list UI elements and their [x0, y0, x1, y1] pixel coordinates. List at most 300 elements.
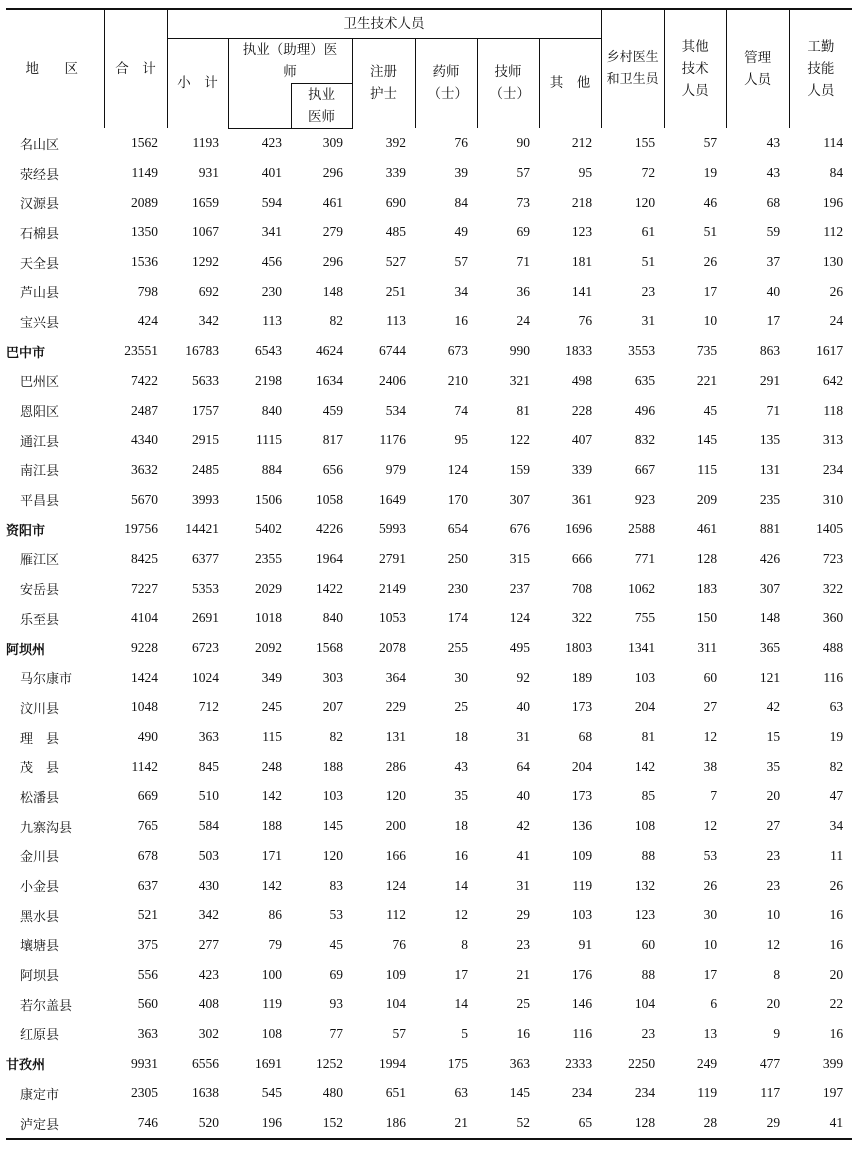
cell-value: 6377 — [192, 550, 219, 566]
table-row — [6, 989, 852, 1019]
cell-value: 2485 — [192, 461, 219, 477]
table-row-city — [6, 514, 852, 544]
cell-value: 131 — [759, 461, 781, 477]
cell-value: 23 — [516, 936, 530, 952]
cell-value: 100 — [261, 966, 282, 982]
cell-value: 4624 — [316, 343, 343, 359]
region-name: 九寨沟县 — [20, 820, 73, 836]
cell-value: 40 — [766, 283, 781, 299]
table-row — [6, 604, 852, 634]
cell-value: 5402 — [255, 521, 282, 537]
cell-value: 112 — [823, 224, 844, 240]
cell-value: 43 — [766, 165, 781, 181]
cell-value: 2078 — [379, 640, 406, 656]
cell-value: 19 — [703, 165, 718, 181]
table-row — [6, 930, 852, 960]
cell-value: 95 — [578, 165, 593, 181]
region-name: 巴州区 — [20, 375, 60, 391]
region-name: 巴中市 — [6, 345, 46, 361]
cell-value: 735 — [696, 343, 718, 359]
cell-value: 3993 — [192, 491, 219, 507]
cell-value: 230 — [261, 283, 282, 299]
cell-value: 249 — [696, 1055, 718, 1071]
region-name: 壤塘县 — [20, 939, 60, 955]
cell-value: 5633 — [192, 372, 219, 388]
cell-value: 7422 — [131, 372, 158, 388]
cell-value: 53 — [329, 907, 343, 923]
cell-value: 2250 — [628, 1055, 656, 1071]
cell-value: 5670 — [131, 491, 158, 507]
cell-value: 42 — [516, 818, 530, 834]
cell-value: 363 — [137, 1025, 158, 1041]
cell-value: 30 — [454, 669, 468, 685]
region-name: 安岳县 — [20, 583, 60, 599]
cell-value: 5353 — [192, 580, 219, 596]
cell-value: 6556 — [192, 1055, 219, 1071]
cell-value: 863 — [759, 343, 781, 359]
cell-value: 520 — [167, 1108, 228, 1139]
region-name: 雁江区 — [20, 553, 60, 569]
table-row-city — [6, 336, 852, 366]
cell-value: 120 — [322, 847, 343, 863]
cell-value: 38 — [703, 758, 718, 774]
cell-value: 12 — [703, 729, 718, 745]
cell-value: 488 — [822, 640, 844, 656]
cell-value: 723 — [822, 550, 844, 566]
cell-value: 480 — [322, 1085, 343, 1101]
cell-value: 57 — [454, 254, 468, 270]
cell-value: 109 — [385, 966, 406, 982]
cell-value: 116 — [823, 669, 844, 685]
cell-value: 60 — [703, 669, 718, 685]
cell-value: 69 — [329, 966, 343, 982]
cell-value: 8 — [773, 966, 781, 982]
cell-value: 150 — [696, 610, 718, 626]
cell-value: 188 — [261, 818, 282, 834]
cell-value: 76 — [578, 313, 593, 329]
cell-value: 90 — [516, 135, 530, 151]
cell-value: 29 — [516, 907, 530, 923]
cell-value: 2791 — [379, 550, 406, 566]
region-name: 平昌县 — [20, 494, 60, 510]
cell-value: 221 — [696, 372, 718, 388]
cell-value: 248 — [261, 758, 282, 774]
cell-value: 91 — [578, 936, 593, 952]
cell-value: 114 — [823, 135, 844, 151]
cell-value: 12 — [454, 907, 468, 923]
cell-value: 392 — [385, 135, 406, 151]
cell-value: 35 — [454, 788, 468, 804]
cell-value: 20 — [766, 996, 781, 1012]
cell-value: 120 — [634, 194, 656, 210]
cell-value: 1053 — [379, 610, 406, 626]
table-row — [6, 574, 852, 604]
cell-value: 116 — [572, 1025, 593, 1041]
cell-value: 63 — [454, 1085, 468, 1101]
table-body — [6, 128, 852, 1139]
cell-value: 170 — [447, 491, 468, 507]
cell-value: 302 — [198, 1025, 219, 1041]
region-name: 小金县 — [20, 880, 60, 896]
header-worker: 工勤技能人员 — [789, 9, 852, 128]
cell-value: 16783 — [185, 343, 219, 359]
cell-value: 120 — [385, 788, 406, 804]
cell-value: 1193 — [192, 135, 219, 151]
region-name: 康定市 — [20, 1087, 60, 1103]
cell-value: 124 — [385, 877, 406, 893]
cell-value: 9931 — [131, 1055, 158, 1071]
cell-value: 148 — [322, 283, 343, 299]
cell-value: 277 — [198, 936, 219, 952]
header-practicing: 执业医师 — [291, 83, 352, 128]
health-personnel-table — [6, 8, 852, 1140]
cell-value: 490 — [137, 729, 158, 745]
cell-value: 135 — [759, 432, 781, 448]
cell-value: 2029 — [255, 580, 282, 596]
cell-value: 26 — [703, 877, 718, 893]
cell-value: 798 — [137, 283, 158, 299]
cell-value: 6744 — [379, 343, 406, 359]
cell-value: 527 — [385, 254, 406, 270]
cell-value: 990 — [509, 343, 530, 359]
header-pharmacist: 药师（士） — [415, 38, 477, 128]
cell-value: 339 — [571, 461, 593, 477]
region-name: 阿坝州 — [6, 642, 46, 658]
cell-value: 16 — [829, 1025, 844, 1041]
cell-value: 31 — [641, 313, 656, 329]
cell-value: 10 — [703, 313, 718, 329]
cell-value: 103 — [322, 788, 343, 804]
table-row — [6, 218, 852, 248]
cell-value: 1691 — [255, 1055, 282, 1071]
cell-value: 594 — [261, 194, 282, 210]
cell-value: 186 — [352, 1108, 415, 1139]
cell-value: 142 — [261, 877, 282, 893]
table-row — [6, 1019, 852, 1049]
cell-value: 26 — [829, 283, 844, 299]
table-row — [6, 841, 852, 871]
cell-value: 37 — [766, 254, 781, 270]
region-name: 松潘县 — [20, 790, 60, 806]
cell-value: 124 — [447, 461, 468, 477]
cell-value: 521 — [137, 907, 158, 923]
cell-value: 104 — [634, 996, 656, 1012]
cell-value: 95 — [454, 432, 468, 448]
cell-value: 4340 — [131, 432, 158, 448]
cell-value: 845 — [198, 758, 219, 774]
cell-value: 25 — [516, 996, 530, 1012]
table-row — [6, 396, 852, 426]
region-name: 泸定县 — [6, 1108, 104, 1139]
cell-value: 36 — [516, 283, 530, 299]
region-name: 芦山县 — [20, 286, 60, 302]
cell-value: 1058 — [316, 491, 343, 507]
region-name: 红原县 — [20, 1028, 60, 1044]
cell-value: 495 — [509, 640, 530, 656]
cell-value: 339 — [385, 165, 406, 181]
cell-value: 209 — [696, 491, 718, 507]
cell-value: 2915 — [192, 432, 219, 448]
cell-value: 311 — [697, 640, 718, 656]
cell-value: 1833 — [565, 343, 593, 359]
cell-value: 1659 — [192, 194, 219, 210]
cell-value: 124 — [509, 610, 530, 626]
cell-value: 456 — [261, 254, 282, 270]
table-row-city — [6, 633, 852, 663]
cell-value: 1562 — [131, 135, 158, 151]
cell-value: 1292 — [192, 254, 219, 270]
cell-value: 560 — [137, 996, 158, 1012]
cell-value: 60 — [641, 936, 656, 952]
cell-value: 746 — [104, 1108, 167, 1139]
cell-value: 2355 — [255, 550, 282, 566]
cell-value: 10 — [766, 907, 781, 923]
cell-value: 23 — [641, 1025, 656, 1041]
cell-value: 401 — [261, 165, 282, 181]
table-row — [6, 307, 852, 337]
cell-value: 46 — [703, 194, 718, 210]
cell-value: 1634 — [316, 372, 343, 388]
cell-value: 188 — [322, 758, 343, 774]
cell-value: 635 — [634, 372, 656, 388]
cell-value: 840 — [322, 610, 343, 626]
cell-value: 1062 — [628, 580, 656, 596]
table-row — [6, 960, 852, 990]
cell-value: 142 — [634, 758, 656, 774]
header-health-tech-group: 卫生技术人员 — [167, 9, 601, 38]
cell-value: 88 — [641, 966, 656, 982]
table-row — [6, 663, 852, 693]
cell-value: 115 — [697, 461, 718, 477]
cell-value: 291 — [759, 372, 781, 388]
cell-value: 45 — [703, 402, 718, 418]
cell-value: 76 — [454, 135, 468, 151]
cell-value: 656 — [322, 461, 343, 477]
cell-value: 2691 — [192, 610, 219, 626]
cell-value: 45 — [329, 936, 343, 952]
table-row — [6, 188, 852, 218]
cell-value: 817 — [322, 432, 343, 448]
header-subtotal: 小 计 — [167, 38, 228, 128]
cell-value: 2089 — [131, 194, 158, 210]
region-name: 茂 县 — [20, 761, 60, 777]
table-row — [6, 247, 852, 277]
cell-value: 121 — [759, 669, 781, 685]
region-name: 马尔康市 — [20, 672, 73, 688]
cell-value: 2333 — [565, 1055, 593, 1071]
cell-value: 81 — [641, 729, 656, 745]
cell-value: 17 — [703, 966, 718, 982]
cell-value: 152 — [291, 1108, 352, 1139]
cell-value: 9 — [773, 1025, 781, 1041]
cell-value: 4104 — [131, 610, 158, 626]
cell-value: 322 — [822, 580, 844, 596]
cell-value: 82 — [829, 758, 844, 774]
cell-value: 654 — [447, 521, 468, 537]
cell-value: 117 — [760, 1085, 781, 1101]
cell-value: 1405 — [816, 521, 844, 537]
cell-value: 678 — [137, 847, 158, 863]
cell-value: 1536 — [131, 254, 158, 270]
cell-value: 3553 — [628, 343, 656, 359]
cell-value: 399 — [822, 1055, 844, 1071]
cell-value: 765 — [137, 818, 158, 834]
cell-value: 360 — [822, 610, 844, 626]
cell-value: 430 — [198, 877, 219, 893]
region-name: 汉源县 — [20, 197, 60, 213]
table-row — [6, 366, 852, 396]
cell-value: 485 — [385, 224, 406, 240]
cell-value: 65 — [539, 1108, 601, 1139]
cell-value: 510 — [198, 788, 219, 804]
cell-value: 88 — [641, 847, 656, 863]
cell-value: 245 — [261, 699, 282, 715]
cell-value: 342 — [198, 907, 219, 923]
cell-value: 16 — [829, 907, 844, 923]
table-row — [6, 900, 852, 930]
cell-value: 173 — [571, 699, 593, 715]
cell-value: 29 — [726, 1108, 789, 1139]
cell-value: 279 — [322, 224, 343, 240]
cell-value: 459 — [322, 402, 343, 418]
header-management: 管理人员 — [726, 9, 789, 128]
cell-value: 59 — [766, 224, 781, 240]
cell-value: 1696 — [565, 521, 593, 537]
header-region: 地 区 — [6, 9, 104, 128]
cell-value: 35 — [766, 758, 781, 774]
cell-value: 5 — [461, 1025, 468, 1041]
cell-value: 17 — [454, 966, 468, 982]
cell-value: 17 — [766, 313, 781, 329]
cell-value: 175 — [447, 1055, 468, 1071]
cell-value: 53 — [703, 847, 718, 863]
cell-value: 23 — [641, 283, 656, 299]
cell-value: 39 — [454, 165, 468, 181]
cell-value: 16 — [829, 936, 844, 952]
cell-value: 1048 — [131, 699, 158, 715]
cell-value: 228 — [571, 402, 593, 418]
table-row — [6, 485, 852, 515]
table-row — [6, 871, 852, 901]
cell-value: 2588 — [628, 521, 656, 537]
table-row — [6, 455, 852, 485]
cell-value: 712 — [198, 699, 219, 715]
cell-value: 230 — [447, 580, 468, 596]
cell-value: 123 — [634, 907, 656, 923]
cell-value: 155 — [634, 135, 656, 151]
cell-value: 103 — [634, 669, 656, 685]
cell-value: 40 — [516, 699, 530, 715]
table-row — [6, 425, 852, 455]
region-name: 理 县 — [20, 731, 60, 747]
cell-value: 286 — [385, 758, 406, 774]
cell-value: 1018 — [255, 610, 282, 626]
cell-value: 692 — [198, 283, 219, 299]
cell-value: 255 — [447, 640, 468, 656]
cell-value: 103 — [571, 907, 593, 923]
cell-value: 363 — [198, 729, 219, 745]
cell-value: 361 — [571, 491, 593, 507]
region-name: 天全县 — [20, 256, 60, 272]
cell-value: 12 — [703, 818, 718, 834]
cell-value: 212 — [571, 135, 593, 151]
cell-value: 1994 — [379, 1055, 406, 1071]
cell-value: 51 — [703, 224, 718, 240]
region-name: 阿坝县 — [20, 969, 60, 985]
cell-value: 112 — [386, 907, 406, 923]
cell-value: 315 — [509, 550, 530, 566]
region-name: 甘孜州 — [6, 1058, 46, 1074]
region-name: 若尔盖县 — [20, 998, 73, 1014]
cell-value: 31 — [516, 877, 530, 893]
cell-value: 64 — [516, 758, 530, 774]
table-row-city — [6, 1049, 852, 1079]
cell-value: 307 — [759, 580, 781, 596]
cell-value: 84 — [454, 194, 468, 210]
cell-value: 755 — [634, 610, 656, 626]
cell-value: 1424 — [131, 669, 158, 685]
cell-value: 40 — [516, 788, 530, 804]
cell-value: 27 — [703, 699, 718, 715]
cell-value: 34 — [454, 283, 468, 299]
cell-value: 408 — [198, 996, 219, 1012]
cell-value: 20 — [766, 788, 781, 804]
cell-value: 16 — [454, 847, 468, 863]
cell-value: 931 — [198, 165, 219, 181]
region-name: 荥经县 — [20, 167, 60, 183]
cell-value: 71 — [766, 402, 781, 418]
cell-value: 498 — [571, 372, 593, 388]
region-name: 名山区 — [20, 137, 60, 153]
cell-value: 197 — [822, 1085, 844, 1101]
cell-value: 24 — [516, 313, 530, 329]
cell-value: 81 — [516, 402, 530, 418]
table-row — [6, 1108, 852, 1139]
cell-value: 104 — [385, 996, 406, 1012]
cell-value: 82 — [329, 729, 343, 745]
region-name: 乐至县 — [20, 612, 60, 628]
cell-value: 2406 — [379, 372, 406, 388]
region-name: 石棉县 — [20, 226, 60, 242]
cell-value: 673 — [447, 343, 468, 359]
cell-value: 1803 — [565, 640, 593, 656]
cell-value: 1341 — [628, 640, 656, 656]
cell-value: 979 — [385, 461, 406, 477]
cell-value: 142 — [261, 788, 282, 804]
cell-value: 14421 — [185, 521, 219, 537]
cell-value: 189 — [571, 669, 593, 685]
cell-value: 676 — [509, 521, 530, 537]
cell-value: 42 — [766, 699, 781, 715]
cell-value: 196 — [228, 1108, 291, 1139]
cell-value: 145 — [509, 1085, 530, 1101]
cell-value: 77 — [329, 1025, 343, 1041]
cell-value: 210 — [447, 372, 468, 388]
cell-value: 690 — [385, 194, 406, 210]
cell-value: 21 — [415, 1108, 477, 1139]
cell-value: 6723 — [192, 640, 219, 656]
cell-value: 22 — [829, 996, 844, 1012]
cell-value: 113 — [262, 313, 282, 329]
cell-value: 72 — [641, 165, 656, 181]
cell-value: 15 — [766, 729, 781, 745]
cell-value: 183 — [696, 580, 718, 596]
cell-value: 545 — [261, 1085, 282, 1101]
region-name: 黑水县 — [20, 909, 60, 925]
cell-value: 234 — [571, 1085, 593, 1101]
cell-value: 1964 — [316, 550, 343, 566]
cell-value: 57 — [392, 1025, 406, 1041]
